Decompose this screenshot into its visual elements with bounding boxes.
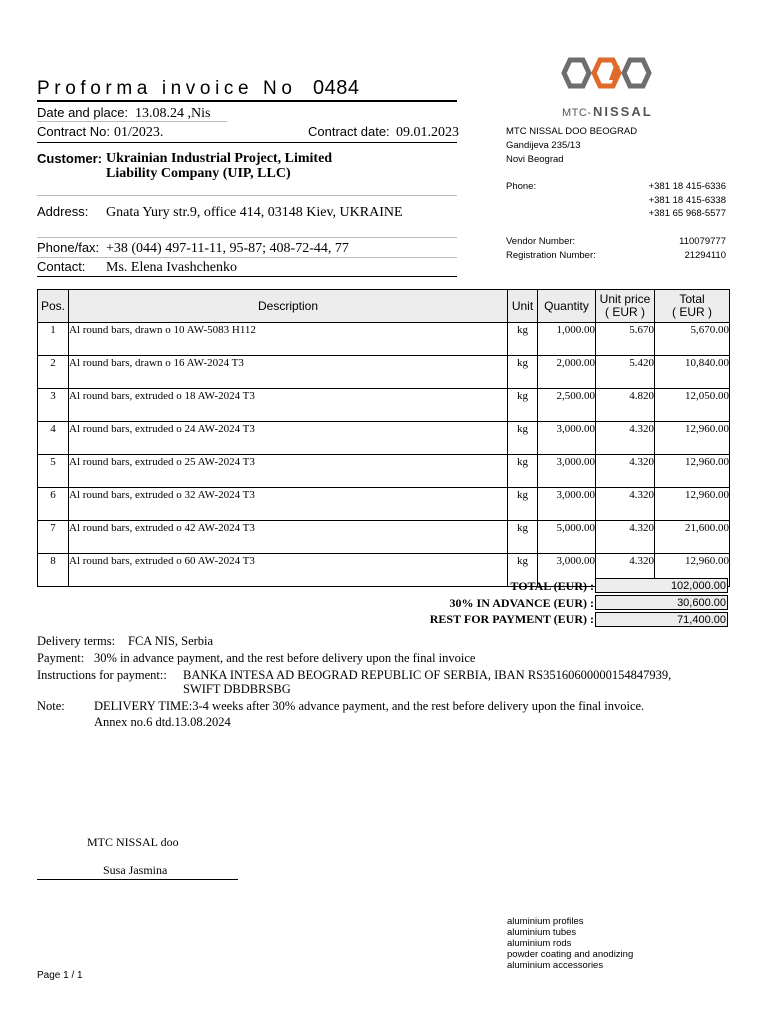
- cell-pos: 4: [38, 422, 69, 455]
- cell-pos: 2: [38, 356, 69, 389]
- col-header-quantity: Quantity: [538, 290, 596, 323]
- cell-unit: kg: [508, 455, 538, 488]
- cell-unit-price: 4.320: [596, 455, 655, 488]
- phone-label: Phone/fax:: [37, 240, 100, 255]
- total-header-line1: Total: [679, 292, 705, 306]
- contact-value: Ms. Elena Ivashchenko: [106, 260, 238, 275]
- items-table: [37, 289, 730, 587]
- cell-quantity: 1,000.00: [538, 323, 596, 356]
- vendor-name: MTC NISSAL DOO BEOGRAD: [506, 126, 638, 137]
- vendor-phone-label: Phone:: [506, 181, 537, 192]
- cell-quantity: 2,500.00: [538, 389, 596, 422]
- instructions-line2: SWIFT DBDBRSBG: [183, 682, 291, 696]
- cell-total: 12,960.00: [655, 488, 730, 521]
- table-row: [38, 455, 730, 488]
- registration-value: 21294110: [684, 250, 726, 261]
- cell-description: Al round bars, extruded o 24 AW-2024 T3: [69, 422, 508, 455]
- table-row: [38, 323, 730, 356]
- date-place-value: 13.08.24 ,Nis: [135, 106, 211, 121]
- cell-unit: kg: [508, 422, 538, 455]
- cell-unit: kg: [508, 521, 538, 554]
- cell-total: 5,670.00: [655, 323, 730, 356]
- cell-unit: kg: [508, 488, 538, 521]
- note-line2: Annex no.6 dtd.13.08.2024: [94, 715, 231, 729]
- cell-quantity: 3,000.00: [538, 455, 596, 488]
- cell-quantity: 3,000.00: [538, 488, 596, 521]
- total-header-line2: ( EUR ): [672, 305, 712, 319]
- cell-description: Al round bars, drawn o 10 AW-5083 H112: [69, 323, 508, 356]
- signature-line: [37, 879, 238, 880]
- table-row: [38, 389, 730, 422]
- advance-label: 30% IN ADVANCE (EUR) :: [449, 596, 594, 610]
- cell-unit-price: 4.320: [596, 488, 655, 521]
- address-value: Gnata Yury str.9, office 414, 03148 Kiev, UKRAINE: [106, 205, 403, 220]
- cell-unit: kg: [508, 389, 538, 422]
- vendor-phone-3: +381 65 968-5577: [648, 208, 726, 219]
- col-header-unit-price: [596, 290, 655, 323]
- signature-name: Susa Jasmina: [103, 863, 168, 877]
- note-line1: DELIVERY TIME:3-4 weeks after 30% advance payment, and the rest before delivery upon the final invoice.: [94, 699, 645, 713]
- contact-label: Contact:: [37, 259, 86, 274]
- cell-quantity: 3,000.00: [538, 554, 596, 587]
- cell-description: Al round bars, extruded o 18 AW-2024 T3: [69, 389, 508, 422]
- invoice-title: Proforma invoice No: [37, 78, 297, 99]
- vendor-number-label: Vendor Number:: [506, 236, 576, 247]
- cell-unit: kg: [508, 554, 538, 587]
- advance-value: 30,600.00: [595, 595, 728, 610]
- page-number: Page 1 / 1: [37, 970, 83, 981]
- cell-quantity: 3,000.00: [538, 422, 596, 455]
- cell-unit-price: 5.420: [596, 356, 655, 389]
- table-row: [38, 488, 730, 521]
- cell-pos: 6: [38, 488, 69, 521]
- title-underline: [37, 100, 457, 102]
- col-header-unit: Unit: [508, 290, 538, 323]
- total-value: 102,000.00: [595, 578, 728, 593]
- divider: [37, 276, 457, 277]
- cell-total: 12,960.00: [655, 455, 730, 488]
- cell-description: Al round bars, extruded o 25 AW-2024 T3: [69, 455, 508, 488]
- delivery-terms-label: Delivery terms:: [37, 634, 116, 648]
- vendor-phone-2: +381 18 415-6338: [648, 195, 726, 206]
- col-header-description: Description: [69, 290, 508, 323]
- cell-description: Al round bars, extruded o 42 AW-2024 T3: [69, 521, 508, 554]
- table-row: [38, 422, 730, 455]
- divider: [37, 121, 227, 122]
- invoice-number: 0484: [313, 77, 360, 99]
- divider: [37, 257, 457, 258]
- instructions-label: Instructions for payment::: [37, 668, 167, 682]
- cell-total: 12,960.00: [655, 422, 730, 455]
- instructions-line1: BANKA INTESA AD BEOGRAD REPUBLIC OF SERBIA, IBAN RS35160600000154847939,: [183, 668, 672, 682]
- cell-unit: kg: [508, 356, 538, 389]
- contract-date-value: 09.01.2023: [396, 125, 459, 140]
- table-row: [38, 356, 730, 389]
- cell-pos: 8: [38, 554, 69, 587]
- cell-description: Al round bars, extruded o 60 AW-2024 T3: [69, 554, 508, 587]
- cell-unit-price: 4.320: [596, 422, 655, 455]
- cell-unit-price: 5.670: [596, 323, 655, 356]
- svg-text:MTC-: MTC-: [562, 107, 592, 119]
- product-item: powder coating and anodizing: [507, 949, 634, 960]
- cell-pos: 7: [38, 521, 69, 554]
- unit-price-header-line2: ( EUR ): [605, 305, 645, 319]
- delivery-terms-value: FCA NIS, Serbia: [128, 634, 214, 648]
- divider: [37, 237, 457, 238]
- payment-label: Payment:: [37, 651, 85, 665]
- col-header-total: [655, 290, 730, 323]
- payment-value: 30% in advance payment, and the rest before delivery upon the final invoice: [94, 651, 476, 665]
- cell-unit: kg: [508, 323, 538, 356]
- cell-total: 10,840.00: [655, 356, 730, 389]
- svg-text:NISSAL: NISSAL: [593, 104, 653, 119]
- table-row: [38, 521, 730, 554]
- unit-price-header-line1: Unit price: [599, 292, 651, 306]
- total-label: TOTAL (EUR) :: [510, 579, 594, 593]
- cell-quantity: 5,000.00: [538, 521, 596, 554]
- product-item: aluminium tubes: [507, 927, 577, 938]
- table-header-row: [38, 290, 730, 323]
- vendor-street: Gandijeva 235/13: [506, 140, 581, 151]
- product-item: aluminium accessories: [507, 960, 604, 971]
- company-logo: [560, 56, 670, 122]
- note-label: Note:: [37, 699, 65, 713]
- cell-pos: 5: [38, 455, 69, 488]
- contract-no-value: 01/2023.: [114, 125, 164, 140]
- product-list: [507, 916, 633, 971]
- contract-no-label: Contract No:: [37, 124, 110, 139]
- cell-total: 12,050.00: [655, 389, 730, 422]
- rest-value: 71,400.00: [595, 612, 728, 627]
- vendor-number-value: 110079777: [679, 236, 726, 247]
- cell-unit-price: 4.820: [596, 389, 655, 422]
- cell-total: 21,600.00: [655, 521, 730, 554]
- customer-name-line2: Liability Company (UIP, LLC): [106, 166, 291, 181]
- rest-label: REST FOR PAYMENT (EUR) :: [429, 612, 594, 626]
- customer-name-line1: Ukrainian Industrial Project, Limited: [106, 151, 333, 166]
- phone-value: +38 (044) 497-11-11, 95-87; 408-72-44, 77: [106, 241, 349, 256]
- address-label: Address:: [37, 204, 89, 219]
- vendor-city: Novi Beograd: [506, 154, 564, 165]
- registration-label: Registration Number:: [506, 250, 596, 261]
- contract-date-label: Contract date:: [308, 124, 390, 139]
- cell-description: Al round bars, drawn o 16 AW-2024 T3: [69, 356, 508, 389]
- date-place-label: Date and place:: [37, 105, 129, 120]
- cell-total: 12,960.00: [655, 554, 730, 587]
- cell-pos: 3: [38, 389, 69, 422]
- cell-unit-price: 4.320: [596, 521, 655, 554]
- divider: [37, 195, 457, 196]
- vendor-phone-1: +381 18 415-6336: [648, 181, 726, 192]
- signature-company: MTC NISSAL doo: [87, 835, 179, 849]
- divider: [37, 142, 457, 143]
- customer-label: Customer:: [37, 151, 103, 166]
- product-item: aluminium profiles: [507, 916, 584, 927]
- product-item: aluminium rods: [507, 938, 572, 949]
- cell-unit-price: 4.320: [596, 554, 655, 587]
- col-header-pos: Pos.: [38, 290, 69, 323]
- cell-quantity: 2,000.00: [538, 356, 596, 389]
- cell-description: Al round bars, extruded o 32 AW-2024 T3: [69, 488, 508, 521]
- cell-pos: 1: [38, 323, 69, 356]
